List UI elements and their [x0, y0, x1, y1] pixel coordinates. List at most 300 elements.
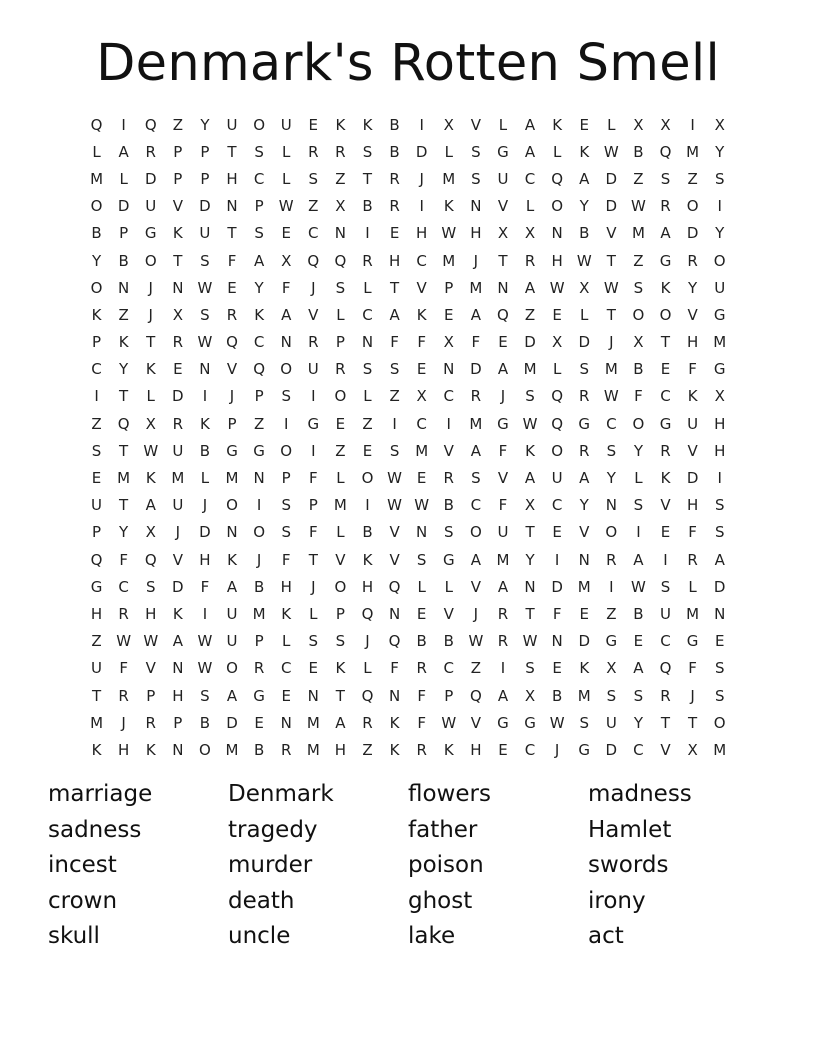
grid-letter[interactable]: B: [389, 142, 400, 161]
grid-letter[interactable]: L: [444, 142, 453, 161]
grid-letter[interactable]: S: [525, 659, 535, 678]
grid-letter[interactable]: K: [552, 115, 563, 134]
grid-letter[interactable]: T: [688, 713, 698, 732]
grid-letter[interactable]: A: [633, 659, 644, 678]
grid-letter[interactable]: R: [362, 251, 373, 270]
grid-letter[interactable]: G: [226, 441, 238, 460]
grid-letter[interactable]: H: [361, 577, 374, 596]
grid-letter[interactable]: J: [690, 686, 695, 705]
grid-letter[interactable]: K: [579, 659, 590, 678]
grid-letter[interactable]: I: [419, 115, 424, 134]
grid-letter[interactable]: T: [119, 387, 129, 406]
grid-letter[interactable]: O: [361, 469, 374, 488]
grid-letter[interactable]: U: [307, 360, 319, 379]
grid-letter[interactable]: K: [145, 360, 156, 379]
grid-letter[interactable]: W: [387, 496, 402, 515]
grid-letter[interactable]: G: [497, 713, 509, 732]
grid-letter[interactable]: U: [145, 197, 157, 216]
grid-letter[interactable]: J: [609, 333, 614, 352]
grid-letter[interactable]: R: [416, 740, 427, 759]
grid-letter[interactable]: K: [362, 550, 373, 569]
grid-letter[interactable]: A: [172, 632, 183, 651]
grid-letter[interactable]: E: [498, 740, 508, 759]
grid-letter[interactable]: R: [497, 632, 509, 651]
grid-letter[interactable]: A: [524, 142, 536, 161]
grid-letter[interactable]: R: [660, 441, 671, 460]
grid-letter[interactable]: S: [308, 632, 319, 651]
grid-letter[interactable]: C: [280, 659, 292, 678]
grid-letter[interactable]: Y: [254, 278, 264, 297]
grid-letter[interactable]: H: [470, 740, 482, 759]
grid-letter[interactable]: G: [90, 577, 103, 596]
grid-letter[interactable]: Z: [253, 414, 265, 433]
grid-letter[interactable]: X: [687, 740, 698, 759]
grid-letter[interactable]: M: [171, 469, 185, 488]
grid-letter[interactable]: I: [283, 414, 289, 433]
grid-letter[interactable]: D: [713, 577, 726, 596]
grid-letter[interactable]: N: [470, 197, 482, 216]
grid-letter[interactable]: Z: [335, 441, 346, 460]
grid-letter[interactable]: I: [365, 224, 370, 243]
grid-letter[interactable]: W: [603, 142, 619, 161]
grid-letter[interactable]: M: [442, 251, 456, 270]
grid-letter[interactable]: L: [282, 169, 291, 188]
grid-letter[interactable]: W: [631, 577, 646, 596]
grid-letter[interactable]: J: [311, 278, 316, 297]
grid-letter[interactable]: M: [442, 169, 456, 188]
grid-letter[interactable]: O: [226, 659, 238, 678]
grid-letter[interactable]: B: [443, 632, 454, 651]
grid-letter[interactable]: S: [200, 686, 210, 705]
grid-letter[interactable]: C: [524, 740, 536, 759]
grid-letter[interactable]: O: [226, 496, 238, 515]
grid-letter[interactable]: I: [256, 496, 262, 515]
grid-letter[interactable]: A: [497, 360, 509, 379]
grid-letter[interactable]: M: [469, 278, 483, 297]
grid-letter[interactable]: O: [713, 713, 726, 732]
grid-letter[interactable]: H: [118, 740, 130, 759]
grid-letter[interactable]: E: [552, 659, 562, 678]
grid-letter[interactable]: X: [606, 659, 617, 678]
grid-letter[interactable]: S: [91, 441, 102, 460]
grid-letter[interactable]: T: [660, 713, 671, 732]
grid-letter[interactable]: R: [687, 251, 698, 270]
grid-letter[interactable]: K: [362, 115, 373, 134]
grid-letter[interactable]: L: [580, 305, 589, 324]
grid-letter[interactable]: P: [254, 197, 264, 216]
grid-letter[interactable]: C: [91, 360, 102, 379]
grid-letter[interactable]: Z: [389, 387, 400, 406]
grid-letter[interactable]: L: [444, 577, 453, 596]
grid-letter[interactable]: O: [551, 441, 564, 460]
grid-letter[interactable]: G: [659, 414, 672, 433]
grid-letter[interactable]: Q: [659, 659, 672, 678]
grid-letter[interactable]: D: [144, 169, 157, 188]
grid-letter[interactable]: X: [552, 333, 563, 352]
grid-letter[interactable]: F: [119, 659, 128, 678]
grid-letter[interactable]: V: [389, 523, 400, 542]
grid-letter[interactable]: M: [225, 740, 239, 759]
grid-letter[interactable]: K: [145, 469, 156, 488]
grid-letter[interactable]: W: [549, 278, 565, 297]
grid-letter[interactable]: R: [362, 713, 373, 732]
grid-letter[interactable]: N: [388, 604, 401, 623]
grid-letter[interactable]: O: [144, 251, 157, 270]
grid-letter[interactable]: E: [660, 523, 671, 542]
grid-letter[interactable]: D: [605, 740, 618, 759]
grid-letter[interactable]: F: [119, 550, 128, 569]
grid-letter[interactable]: O: [469, 523, 482, 542]
grid-letter[interactable]: J: [202, 496, 208, 515]
grid-letter[interactable]: S: [660, 169, 671, 188]
grid-letter[interactable]: I: [636, 523, 641, 542]
grid-letter[interactable]: K: [118, 333, 129, 352]
grid-letter[interactable]: X: [524, 686, 536, 705]
grid-letter[interactable]: I: [609, 577, 614, 596]
grid-letter[interactable]: V: [470, 577, 481, 596]
grid-letter[interactable]: W: [197, 632, 213, 651]
grid-letter[interactable]: T: [91, 686, 102, 705]
grid-letter[interactable]: E: [714, 632, 725, 651]
grid-letter[interactable]: W: [197, 278, 213, 297]
grid-letter[interactable]: T: [308, 550, 318, 569]
grid-letter[interactable]: Z: [633, 169, 644, 188]
grid-letter[interactable]: V: [443, 604, 454, 623]
grid-letter[interactable]: V: [335, 550, 346, 569]
grid-letter[interactable]: N: [388, 686, 401, 705]
grid-letter[interactable]: N: [172, 740, 184, 759]
grid-letter[interactable]: R: [443, 469, 454, 488]
grid-letter[interactable]: Y: [715, 142, 725, 161]
grid-letter[interactable]: H: [334, 740, 347, 759]
grid-letter[interactable]: G: [253, 686, 265, 705]
grid-letter[interactable]: Q: [90, 550, 103, 569]
grid-letter[interactable]: C: [633, 740, 644, 759]
grid-letter[interactable]: L: [688, 577, 697, 596]
grid-letter[interactable]: L: [282, 632, 291, 651]
grid-letter[interactable]: S: [362, 360, 373, 379]
grid-letter[interactable]: A: [145, 496, 156, 515]
grid-letter[interactable]: S: [633, 496, 644, 515]
grid-letter[interactable]: C: [253, 169, 265, 188]
grid-letter[interactable]: P: [254, 387, 264, 406]
grid-letter[interactable]: J: [256, 550, 262, 569]
grid-letter[interactable]: S: [281, 523, 291, 542]
grid-letter[interactable]: S: [714, 169, 725, 188]
grid-letter[interactable]: R: [118, 604, 129, 623]
grid-letter[interactable]: B: [91, 224, 102, 243]
grid-letter[interactable]: U: [714, 278, 726, 297]
grid-letter[interactable]: U: [280, 115, 292, 134]
grid-letter[interactable]: O: [713, 251, 726, 270]
grid-letter[interactable]: R: [389, 197, 400, 216]
grid-letter[interactable]: N: [118, 278, 130, 297]
grid-letter[interactable]: P: [335, 333, 345, 352]
grid-letter[interactable]: H: [90, 604, 103, 623]
grid-letter[interactable]: V: [443, 441, 454, 460]
grid-letter[interactable]: T: [362, 169, 373, 188]
grid-letter[interactable]: F: [498, 441, 508, 460]
grid-letter[interactable]: K: [687, 387, 698, 406]
grid-letter[interactable]: Q: [361, 604, 374, 623]
grid-letter[interactable]: A: [660, 224, 671, 243]
grid-letter[interactable]: X: [524, 496, 536, 515]
grid-letter[interactable]: N: [578, 550, 590, 569]
grid-letter[interactable]: W: [197, 659, 213, 678]
grid-letter[interactable]: B: [579, 224, 590, 243]
grid-letter[interactable]: T: [335, 686, 345, 705]
grid-letter[interactable]: C: [443, 387, 454, 406]
grid-letter[interactable]: F: [200, 577, 210, 596]
grid-letter[interactable]: M: [117, 469, 131, 488]
grid-letter[interactable]: Y: [633, 713, 643, 732]
grid-letter[interactable]: W: [143, 632, 159, 651]
grid-letter[interactable]: R: [524, 251, 536, 270]
grid-letter[interactable]: C: [470, 496, 482, 515]
grid-letter[interactable]: X: [145, 523, 156, 542]
grid-letter[interactable]: M: [90, 169, 104, 188]
grid-letter[interactable]: N: [334, 224, 346, 243]
grid-letter[interactable]: V: [497, 469, 509, 488]
grid-letter[interactable]: J: [175, 523, 181, 542]
grid-letter[interactable]: N: [307, 686, 319, 705]
grid-letter[interactable]: K: [443, 740, 454, 759]
grid-letter[interactable]: B: [199, 441, 211, 460]
grid-letter[interactable]: K: [335, 115, 346, 134]
grid-letter[interactable]: P: [281, 469, 291, 488]
grid-letter[interactable]: K: [227, 550, 237, 569]
grid-letter[interactable]: I: [554, 550, 560, 569]
grid-letter[interactable]: Y: [579, 496, 589, 515]
grid-letter[interactable]: E: [552, 305, 562, 324]
grid-letter[interactable]: X: [443, 115, 454, 134]
grid-letter[interactable]: Q: [334, 251, 347, 270]
grid-letter[interactable]: X: [172, 305, 183, 324]
grid-letter[interactable]: P: [308, 496, 318, 515]
grid-letter[interactable]: R: [687, 550, 698, 569]
grid-letter[interactable]: F: [281, 278, 291, 297]
grid-letter[interactable]: S: [579, 360, 589, 379]
grid-letter[interactable]: Z: [172, 115, 183, 134]
grid-letter[interactable]: P: [227, 414, 237, 433]
grid-letter[interactable]: V: [497, 197, 509, 216]
grid-letter[interactable]: U: [497, 523, 509, 542]
grid-letter[interactable]: W: [522, 414, 538, 433]
grid-letter[interactable]: U: [226, 632, 238, 651]
grid-letter[interactable]: M: [496, 550, 510, 569]
grid-letter[interactable]: U: [91, 496, 103, 515]
grid-letter[interactable]: C: [660, 632, 671, 651]
grid-letter[interactable]: Y: [119, 360, 129, 379]
grid-letter[interactable]: M: [686, 604, 700, 623]
grid-letter[interactable]: K: [91, 740, 102, 759]
grid-letter[interactable]: I: [717, 197, 722, 216]
grid-letter[interactable]: W: [278, 197, 294, 216]
grid-letter[interactable]: I: [419, 197, 424, 216]
grid-letter[interactable]: R: [389, 169, 400, 188]
grid-letter[interactable]: A: [470, 441, 481, 460]
grid-letter[interactable]: A: [714, 550, 725, 569]
grid-letter[interactable]: D: [172, 577, 184, 596]
grid-letter[interactable]: F: [688, 360, 697, 379]
grid-letter[interactable]: A: [579, 169, 590, 188]
grid-letter[interactable]: X: [335, 197, 346, 216]
grid-letter[interactable]: I: [311, 387, 316, 406]
grid-letter[interactable]: J: [473, 251, 479, 270]
grid-letter[interactable]: K: [200, 414, 210, 433]
grid-letter[interactable]: X: [497, 224, 509, 243]
grid-letter[interactable]: B: [443, 496, 454, 515]
grid-letter[interactable]: O: [605, 523, 618, 542]
grid-letter[interactable]: S: [714, 496, 725, 515]
grid-letter[interactable]: S: [308, 169, 319, 188]
grid-letter[interactable]: D: [551, 577, 563, 596]
grid-letter[interactable]: M: [225, 469, 239, 488]
grid-letter[interactable]: M: [333, 496, 347, 515]
grid-letter[interactable]: E: [579, 115, 589, 134]
grid-letter[interactable]: L: [634, 469, 643, 488]
grid-letter[interactable]: N: [280, 713, 292, 732]
grid-letter[interactable]: C: [660, 387, 671, 406]
grid-letter[interactable]: N: [605, 496, 617, 515]
grid-letter[interactable]: A: [497, 577, 509, 596]
grid-letter[interactable]: Q: [469, 686, 482, 705]
grid-letter[interactable]: Q: [388, 632, 401, 651]
grid-letter[interactable]: E: [335, 414, 346, 433]
grid-letter[interactable]: X: [660, 115, 671, 134]
grid-letter[interactable]: E: [227, 278, 237, 297]
grid-letter[interactable]: W: [414, 496, 430, 515]
grid-letter[interactable]: L: [552, 142, 562, 161]
grid-letter[interactable]: R: [280, 740, 292, 759]
grid-letter[interactable]: V: [606, 224, 617, 243]
grid-letter[interactable]: M: [90, 713, 104, 732]
grid-letter[interactable]: S: [714, 659, 725, 678]
grid-letter[interactable]: H: [280, 577, 292, 596]
grid-letter[interactable]: S: [471, 469, 481, 488]
grid-letter[interactable]: L: [363, 278, 372, 297]
grid-letter[interactable]: W: [387, 469, 402, 488]
grid-letter[interactable]: W: [603, 387, 619, 406]
grid-letter[interactable]: X: [524, 224, 536, 243]
grid-letter[interactable]: N: [551, 224, 563, 243]
grid-letter[interactable]: Y: [91, 251, 102, 270]
grid-letter[interactable]: L: [336, 523, 345, 542]
grid-letter[interactable]: Q: [551, 414, 564, 433]
grid-letter[interactable]: F: [417, 333, 426, 352]
grid-letter[interactable]: W: [576, 251, 592, 270]
grid-letter[interactable]: G: [442, 550, 455, 569]
grid-letter[interactable]: S: [606, 686, 617, 705]
grid-letter[interactable]: N: [551, 632, 563, 651]
grid-letter[interactable]: B: [416, 632, 427, 651]
grid-letter[interactable]: C: [308, 224, 319, 243]
grid-letter[interactable]: N: [416, 523, 428, 542]
grid-letter[interactable]: R: [416, 659, 427, 678]
grid-letter[interactable]: U: [551, 469, 563, 488]
grid-letter[interactable]: H: [714, 441, 726, 460]
grid-letter[interactable]: W: [603, 278, 619, 297]
grid-letter[interactable]: H: [145, 604, 157, 623]
grid-letter[interactable]: E: [362, 441, 373, 460]
grid-letter[interactable]: F: [417, 713, 426, 732]
grid-letter[interactable]: F: [281, 550, 291, 569]
grid-letter[interactable]: P: [173, 169, 183, 188]
grid-letter[interactable]: R: [172, 414, 184, 433]
grid-letter[interactable]: M: [686, 142, 700, 161]
grid-letter[interactable]: G: [713, 305, 726, 324]
grid-letter[interactable]: A: [226, 686, 238, 705]
grid-letter[interactable]: Q: [144, 115, 157, 134]
grid-letter[interactable]: B: [199, 713, 211, 732]
grid-letter[interactable]: X: [145, 414, 156, 433]
grid-letter[interactable]: K: [389, 740, 400, 759]
grid-letter[interactable]: F: [471, 333, 481, 352]
grid-letter[interactable]: A: [470, 550, 481, 569]
grid-letter[interactable]: Q: [551, 169, 564, 188]
grid-letter[interactable]: V: [172, 550, 183, 569]
grid-letter[interactable]: M: [713, 333, 727, 352]
grid-letter[interactable]: D: [226, 713, 238, 732]
grid-letter[interactable]: D: [578, 333, 591, 352]
grid-letter[interactable]: T: [606, 251, 616, 270]
grid-letter[interactable]: X: [714, 387, 725, 406]
grid-letter[interactable]: I: [202, 387, 208, 406]
grid-letter[interactable]: B: [633, 604, 644, 623]
grid-letter[interactable]: G: [497, 414, 509, 433]
grid-letter[interactable]: X: [281, 251, 292, 270]
grid-letter[interactable]: O: [632, 305, 645, 324]
grid-letter[interactable]: M: [306, 713, 320, 732]
grid-letter[interactable]: O: [253, 115, 266, 134]
grid-letter[interactable]: R: [606, 550, 617, 569]
grid-letter[interactable]: V: [145, 659, 156, 678]
grid-letter[interactable]: I: [121, 115, 126, 134]
grid-letter[interactable]: C: [253, 333, 265, 352]
grid-letter[interactable]: T: [660, 333, 671, 352]
grid-letter[interactable]: R: [145, 713, 156, 732]
grid-letter[interactable]: O: [253, 523, 266, 542]
grid-letter[interactable]: G: [144, 224, 157, 243]
grid-letter[interactable]: S: [281, 387, 291, 406]
grid-letter[interactable]: E: [416, 604, 427, 623]
grid-letter[interactable]: E: [416, 360, 427, 379]
grid-letter[interactable]: P: [444, 278, 454, 297]
grid-letter[interactable]: B: [362, 523, 373, 542]
grid-letter[interactable]: T: [119, 496, 129, 515]
grid-letter[interactable]: V: [389, 550, 400, 569]
grid-letter[interactable]: J: [148, 278, 153, 297]
grid-letter[interactable]: E: [281, 686, 291, 705]
grid-letter[interactable]: A: [226, 577, 238, 596]
grid-letter[interactable]: Z: [335, 169, 346, 188]
grid-letter[interactable]: Z: [524, 305, 536, 324]
grid-letter[interactable]: P: [173, 713, 183, 732]
grid-letter[interactable]: J: [311, 577, 316, 596]
grid-letter[interactable]: X: [416, 387, 427, 406]
grid-letter[interactable]: X: [633, 115, 644, 134]
grid-letter[interactable]: E: [498, 333, 508, 352]
grid-letter[interactable]: B: [253, 740, 265, 759]
grid-letter[interactable]: K: [525, 441, 535, 460]
grid-letter[interactable]: K: [91, 305, 102, 324]
grid-letter[interactable]: Q: [388, 577, 401, 596]
grid-letter[interactable]: K: [660, 469, 671, 488]
grid-letter[interactable]: H: [172, 686, 184, 705]
grid-letter[interactable]: J: [500, 387, 506, 406]
grid-letter[interactable]: S: [254, 142, 264, 161]
grid-letter[interactable]: X: [443, 333, 454, 352]
